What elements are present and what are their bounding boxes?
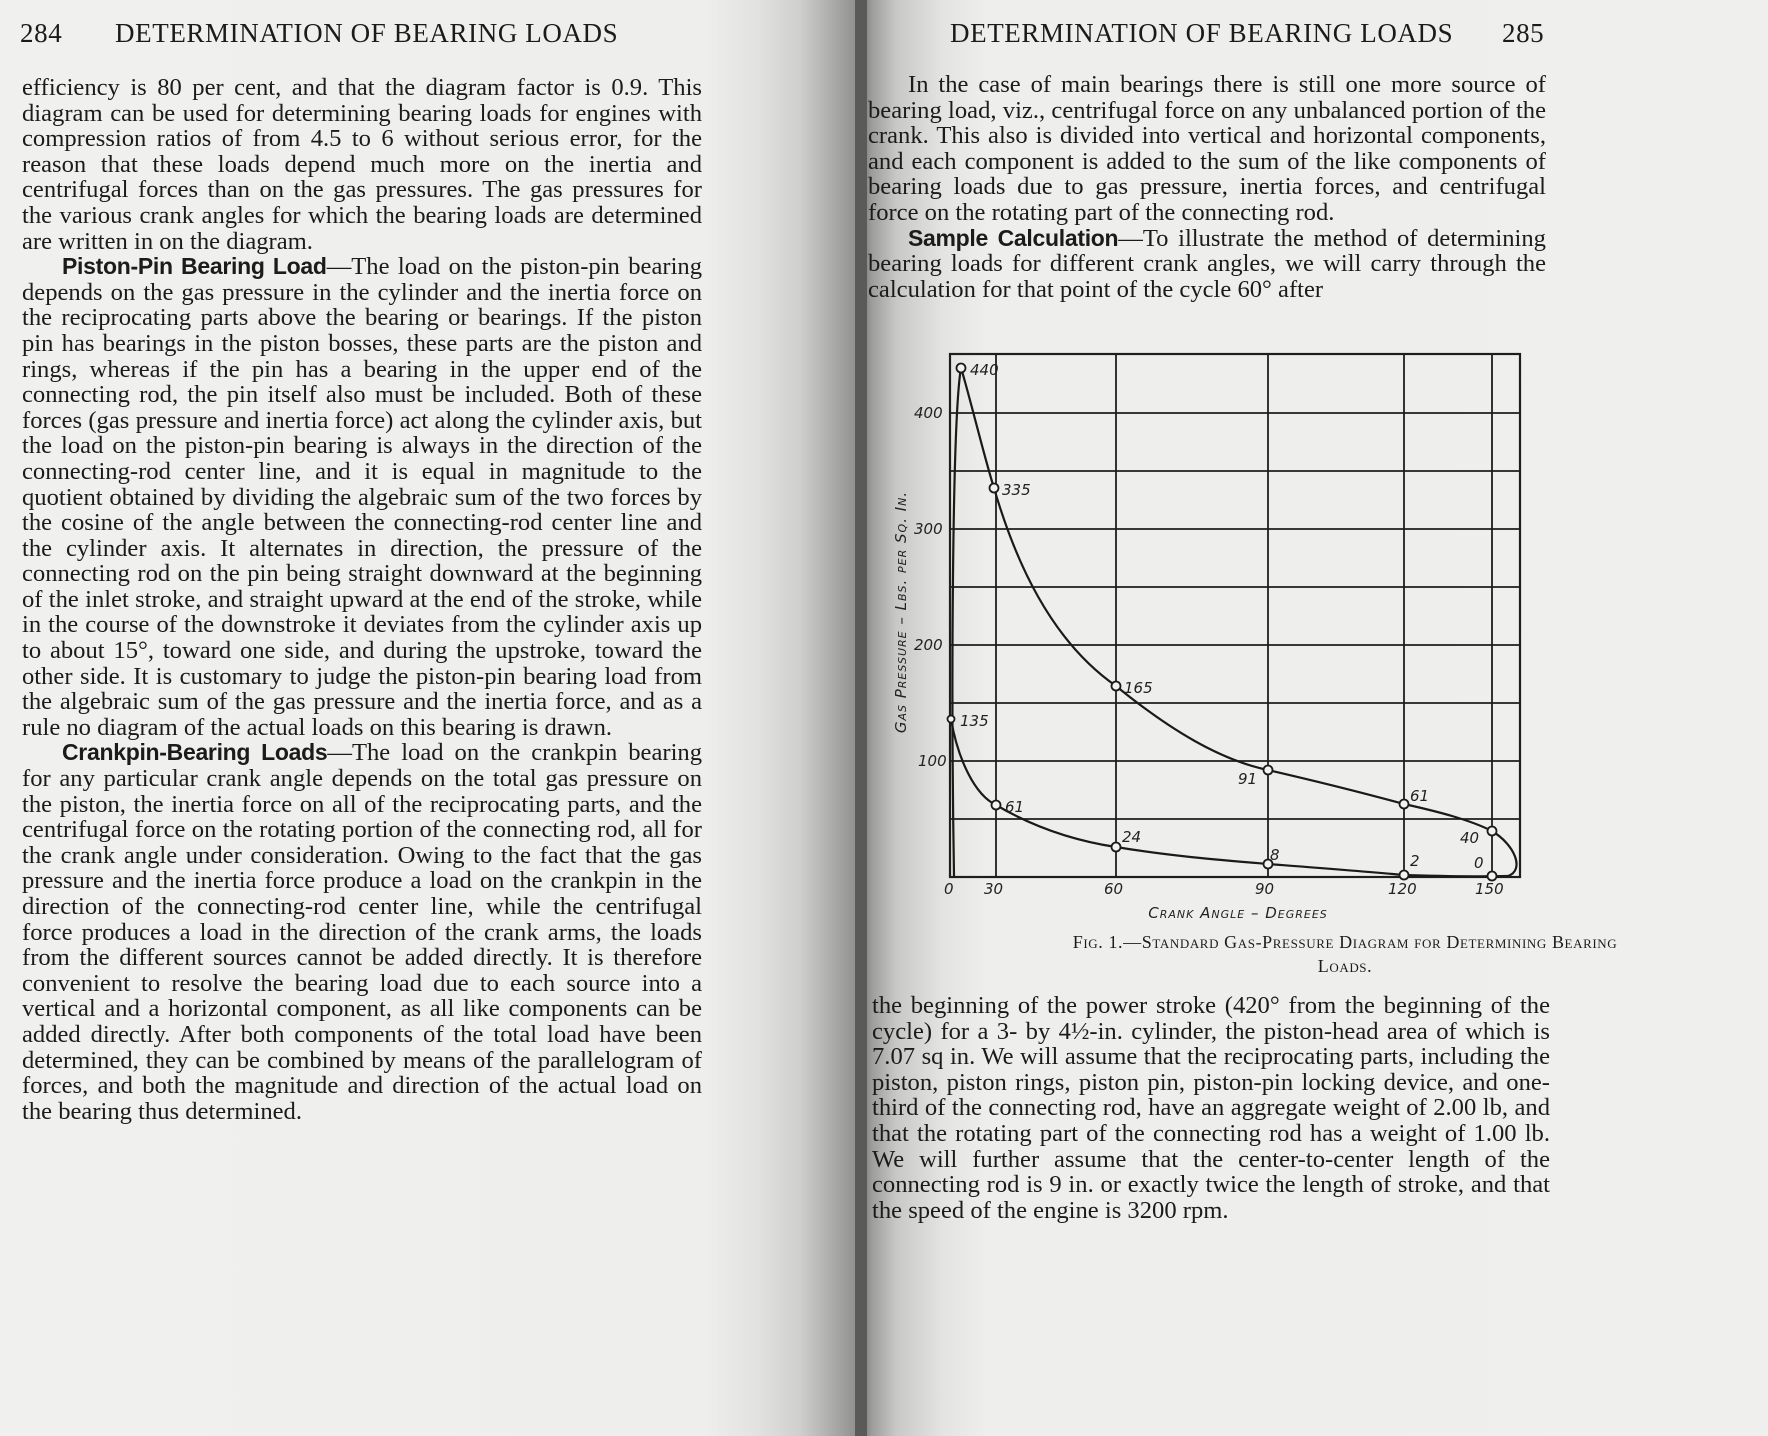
page-number-left: 284 xyxy=(20,18,63,48)
y-tick-100: 100 xyxy=(918,752,947,770)
grid-lines-horizontal xyxy=(950,413,1520,819)
x-tick-120: 120 xyxy=(1388,880,1417,898)
y-axis-title: Gas Pressure – Lbs. per Sq. In. xyxy=(892,490,910,734)
chart-frame xyxy=(950,354,1520,877)
label-135: 135 xyxy=(960,712,989,730)
section-heading: Sample Calculation xyxy=(908,224,1119,251)
label-0: 0 xyxy=(1474,854,1484,872)
right-page-body-bottom xyxy=(872,993,1550,1223)
y-tick-labels xyxy=(914,404,947,770)
page-number-right: 285 xyxy=(1501,18,1545,48)
label-440: 440 xyxy=(970,361,999,379)
paragraph-text: —The load on the crankpin bearing for any particular crank angle depends on the total gas pressure on the piston, the inertia force on all of the reciprocating parts, and the centrifugal force on the rotating portion of the connecting rod, all for the crank angle under consideration. Owing to the fact that the gas pressure and the inertia force produce a load on the crankpin in the direction of the connecting-rod center line, while the centrifugal force produces a load in the direction of the crank arms, the loads from the different sources cannot be added directly. It is therefore convenient to resolve the bearing load due to each source into a vertical and a horizontal component, as all like components can be added directly. After both components of the total load have been determined, they can be combined by means of the parallelogram of forces, and both the magnitude and direction of the actual load on the bearing thus determined. xyxy=(22,739,702,1125)
x-tick-60: 60 xyxy=(1104,880,1124,898)
label-24: 24 xyxy=(1122,828,1142,846)
label-91: 91 xyxy=(1238,770,1258,788)
paragraph-text: efficiency is 80 per cent, and that the diagram factor is 0.9. This diagram can be used for determining bearing loads for engines with compression ratios of from 4.5 to 6 without serious error, for the reason that these loads depend much more on the inertia and centrifugal forces than on the gas pressures. The gas pressures for the various crank angles for which the bearing loads are determined are written in on the diagram. xyxy=(22,74,702,255)
label-165: 165 xyxy=(1124,679,1153,697)
running-head-title-right: DETERMINATION OF BEARING LOADS xyxy=(950,18,1454,48)
x-tick-150: 150 xyxy=(1475,880,1504,898)
y-tick-300: 300 xyxy=(914,520,943,538)
paragraph-text: —The load on the piston-pin bearing depends on the gas pressure in the cylinder and the inertia force on the reciprocating parts above the bearing or bearings. If the piston pin has bearings in the piston bosses, these parts are the piston and rings, whereas if the pin has a bearing in the upper end of the connecting rod, the pin itself also must be included. Both of these forces (gas pressure and inertia force) act along the cylinder axis, but the load on the piston-pin bearing is always in the direction of the connecting-rod center line, and it is equal in magnitude to the quotient obtained by dividing the algebraic sum of the two forces by the cosine of the angle between the connecting-rod center line and the cylinder axis. It alternates in direction, the pressure of the connecting rod on the pin being straight downward at the beginning of the inlet stroke, and straight upward at the end of the stroke, while in the course of the downstroke it deviates from the cylinder axis up to about 15°, toward one side, and during the upstroke, toward the other side. It is customary to judge the piston-pin bearing load from the algebraic sum of the gas pressure and the inertia force, and as a rule no diagram of the actual loads on this bearing is drawn. xyxy=(22,253,702,741)
label-335: 335 xyxy=(1002,481,1031,499)
paragraph-text: In the case of main bearings there is still one more source of bearing load, viz., centrifugal force on any unbalanced portion of the crank. This also is divided into vertical and horizontal components, and each component is added to the sum of the like components of bearing loads due to gas pressure, inertia forces, and centrifugal force on the rotating part of the connecting rod. xyxy=(868,71,1546,226)
paragraph-continued xyxy=(872,993,1550,1223)
x-axis-title: Crank Angle – Degrees xyxy=(1148,904,1328,922)
label-8: 8 xyxy=(1270,846,1280,864)
figure-caption xyxy=(935,930,1755,978)
point-labels xyxy=(960,361,1484,872)
label-40: 40 xyxy=(1460,829,1480,847)
label-61-top: 61 xyxy=(1410,787,1430,805)
paragraph-text: the beginning of the power stroke (420° from the beginning of the cycle) for a 3- by 4½-in. cylinder, the piston-head area of which is 7.07 sq in. We will assume that the reciprocating parts, including the piston, piston rings, piston pin, piston-pin locking device, and one-third of the connecting rod, have an aggregate weight of 2.00 lb, and that the rotating part of the connecting rod has a weight of 1.00 lb. We will further assume that the center-to-center length of the connecting rod is 9 in. or exactly twice the length of stroke, and that the speed of the engine is 3200 rpm. xyxy=(872,992,1550,1224)
section-heading: Piston-Pin Bearing Load xyxy=(62,253,327,280)
x-tick-90: 90 xyxy=(1255,880,1275,898)
x-tick-0: 0 xyxy=(944,880,954,898)
x-tick-30: 30 xyxy=(984,880,1004,898)
paragraph-text: —To illustrate the method of determining bearing loads for different crank angles, we will carry through the calculation for that point of the cycle 60° after xyxy=(868,224,1546,303)
label-2: 2 xyxy=(1410,852,1420,870)
expansion-curve xyxy=(952,368,1516,876)
y-tick-400: 400 xyxy=(914,404,943,422)
section-heading: Crankpin-Bearing Loads xyxy=(62,739,328,766)
caption-line-2: Loads. xyxy=(1317,956,1373,976)
x-tick-labels xyxy=(944,880,1504,898)
y-tick-200: 200 xyxy=(914,636,943,654)
running-head-title-left: DETERMINATION OF BEARING LOADS xyxy=(115,18,619,48)
caption-line-1: Fig. 1.—Standard Gas-Pressure Diagram for Determining Bearing xyxy=(1072,932,1618,952)
label-61-bottom: 61 xyxy=(1005,798,1025,816)
